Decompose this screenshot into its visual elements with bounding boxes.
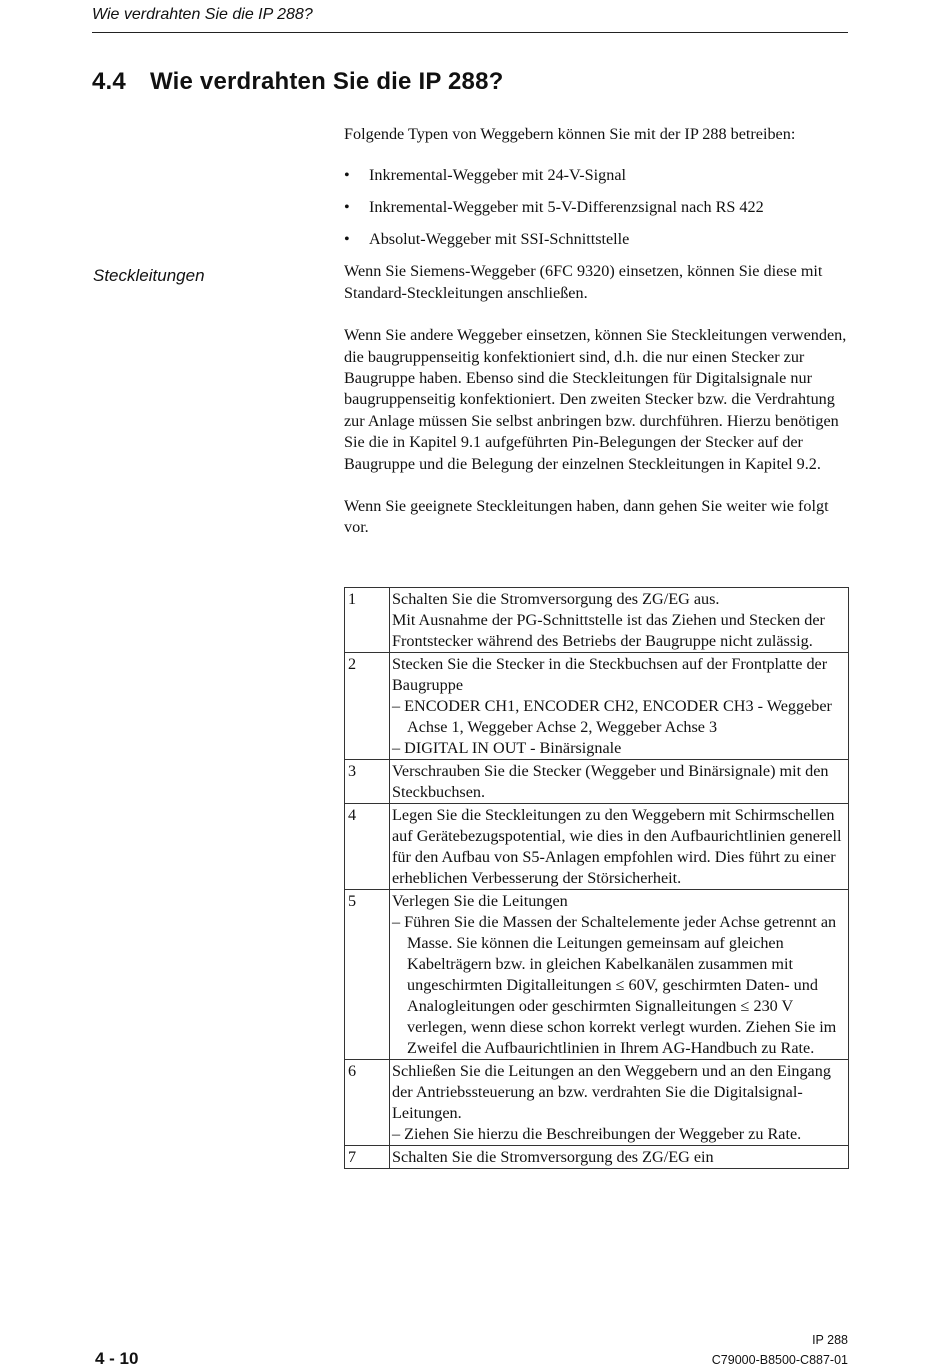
paragraph-proceed: Wenn Sie geeignete Steckleitungen haben, dann gehen Sie weiter wie folgt vor.: [344, 497, 829, 537]
running-header: Wie verdrahten Sie die IP 288?: [92, 6, 313, 23]
side-label-steckleitungen: Steckleitungen: [93, 266, 205, 285]
header-divider: [92, 32, 848, 33]
table-row: [345, 890, 849, 1060]
section-number: 4.4: [92, 68, 126, 95]
table-row: [345, 1060, 849, 1146]
footer-order-number: C79000-B8500-C887-01: [711, 1353, 848, 1367]
step-number: 3: [345, 760, 390, 804]
step-text: [390, 890, 849, 1060]
step-line: Legen Sie die Steckleitungen zu den Weggebern mit Schirmschellen auf Gerätebezugspotential, wie dies in den Aufbaurichtlinien generell für den Aufbau von S5-Anlagen empfohlen wird. Dies führt zu einer erheblichen Verbesserung der Störsicherheit.: [392, 806, 842, 887]
paragraph-other-encoders: Wenn Sie andere Weggeber einsetzen, können Sie Steckleitungen verwenden, die baugruppenseitig konfektioniert sind, d.h. die nur einen Stecker zur Baugruppe haben. Ebenso sind die Steckleitungen für Digitalsignale nur baugruppenseitig konfektioniert. Den zweiten Stecker bzw. die Verdrahtung zur Anlage müssen Sie selbst anbringen bzw. durchführen. Hierzu benötigen Sie die in Kapitel 9.1 aufgeführten Pin-Belegungen der Stecker auf der Baugruppe und die Belegung der einzelnen Steckleitungen in Kapitel 9.2.: [344, 326, 847, 473]
footer-document-info: [712, 1330, 848, 1370]
step-number: 1: [345, 588, 390, 653]
step-text: [390, 760, 849, 804]
table-row: [345, 588, 849, 653]
step-line: Schalten Sie die Stromversorgung des ZG/EG aus.: [392, 590, 720, 608]
step-line: Verlegen Sie die Leitungen: [392, 892, 568, 910]
encoder-type-list: [344, 165, 848, 250]
step-line: Schließen Sie die Leitungen an den Weggebern und an den Eingang der Antriebssteuerung an bzw. verdrahten Sie die Digitalsignal-Leitungen.: [392, 1062, 831, 1122]
step-text: [390, 653, 849, 760]
step-number: 7: [345, 1146, 390, 1169]
section-title: Wie verdrahten Sie die IP 288?: [150, 68, 504, 95]
step-line: Mit Ausnahme der PG-Schnittstelle ist das Ziehen und Stecken der Frontstecker während des Betriebs der Baugruppe nicht zulässig.: [392, 611, 825, 650]
table-row: [345, 760, 849, 804]
body-text: [344, 124, 848, 539]
step-line: Schalten Sie die Stromversorgung des ZG/EG ein: [392, 1148, 714, 1166]
intro-paragraph: Folgende Typen von Weggebern können Sie mit der IP 288 betreiben:: [344, 125, 796, 143]
step-dash-item: – Führen Sie die Massen der Schaltelemente jeder Achse getrennt an Masse. Sie können die Leitungen gemeinsam auf gleichen Kabelträgern bzw. in gleichen Kabelkanälen zusammen mit ungeschirmten Digitalleitungen ≤ 60V, geschirmten Daten- und Analogleitungen oder geschirmten Signalleitungen ≤ 230 V verlegen, wenn diese schon korrekt verlegt wurden. Ziehen Sie im Zweifel die Aufbaurichtlinien in Ihrem AG-Handbuch zu Rate.: [392, 913, 837, 1057]
step-dash-item: – DIGITAL IN OUT - Binärsignale: [392, 739, 622, 757]
page-number: 4 - 10: [95, 1349, 139, 1368]
footer-product: IP 288: [812, 1333, 848, 1347]
step-text: [390, 1146, 849, 1169]
list-item: • Inkremental-Weggeber mit 5-V-Differenzsignal nach RS 422: [344, 197, 848, 218]
step-line: Stecken Sie die Stecker in die Steckbuchsen auf der Frontplatte der Baugruppe: [392, 655, 828, 694]
paragraph-siemens-encoders: Wenn Sie Siemens-Weggeber (6FC 9320) einsetzen, können Sie diese mit Standard-Steckleitungen anschließen.: [344, 262, 823, 302]
step-number: 2: [345, 653, 390, 760]
step-number: 4: [345, 804, 390, 890]
section-heading: [92, 68, 503, 96]
list-item: • Inkremental-Weggeber mit 24-V-Signal: [344, 165, 848, 186]
table-row: [345, 653, 849, 760]
step-dash-item: – ENCODER CH1, ENCODER CH2, ENCODER CH3 - Weggeber Achse 1, Weggeber Achse 2, Weggeber Achse 3: [392, 697, 832, 736]
list-item: • Absolut-Weggeber mit SSI-Schnittstelle: [344, 229, 848, 250]
step-text: [390, 588, 849, 653]
step-dash-item: – Ziehen Sie hierzu die Beschreibungen der Weggeber zu Rate.: [392, 1125, 802, 1143]
step-text: [390, 804, 849, 890]
wiring-steps-table: [344, 587, 849, 1169]
table-row: [345, 1146, 849, 1169]
step-text: [390, 1060, 849, 1146]
step-number: 5: [345, 890, 390, 1060]
table-row: [345, 804, 849, 890]
step-line: Verschrauben Sie die Stecker (Weggeber und Binärsignale) mit den Steckbuchsen.: [392, 762, 829, 801]
step-number: 6: [345, 1060, 390, 1146]
